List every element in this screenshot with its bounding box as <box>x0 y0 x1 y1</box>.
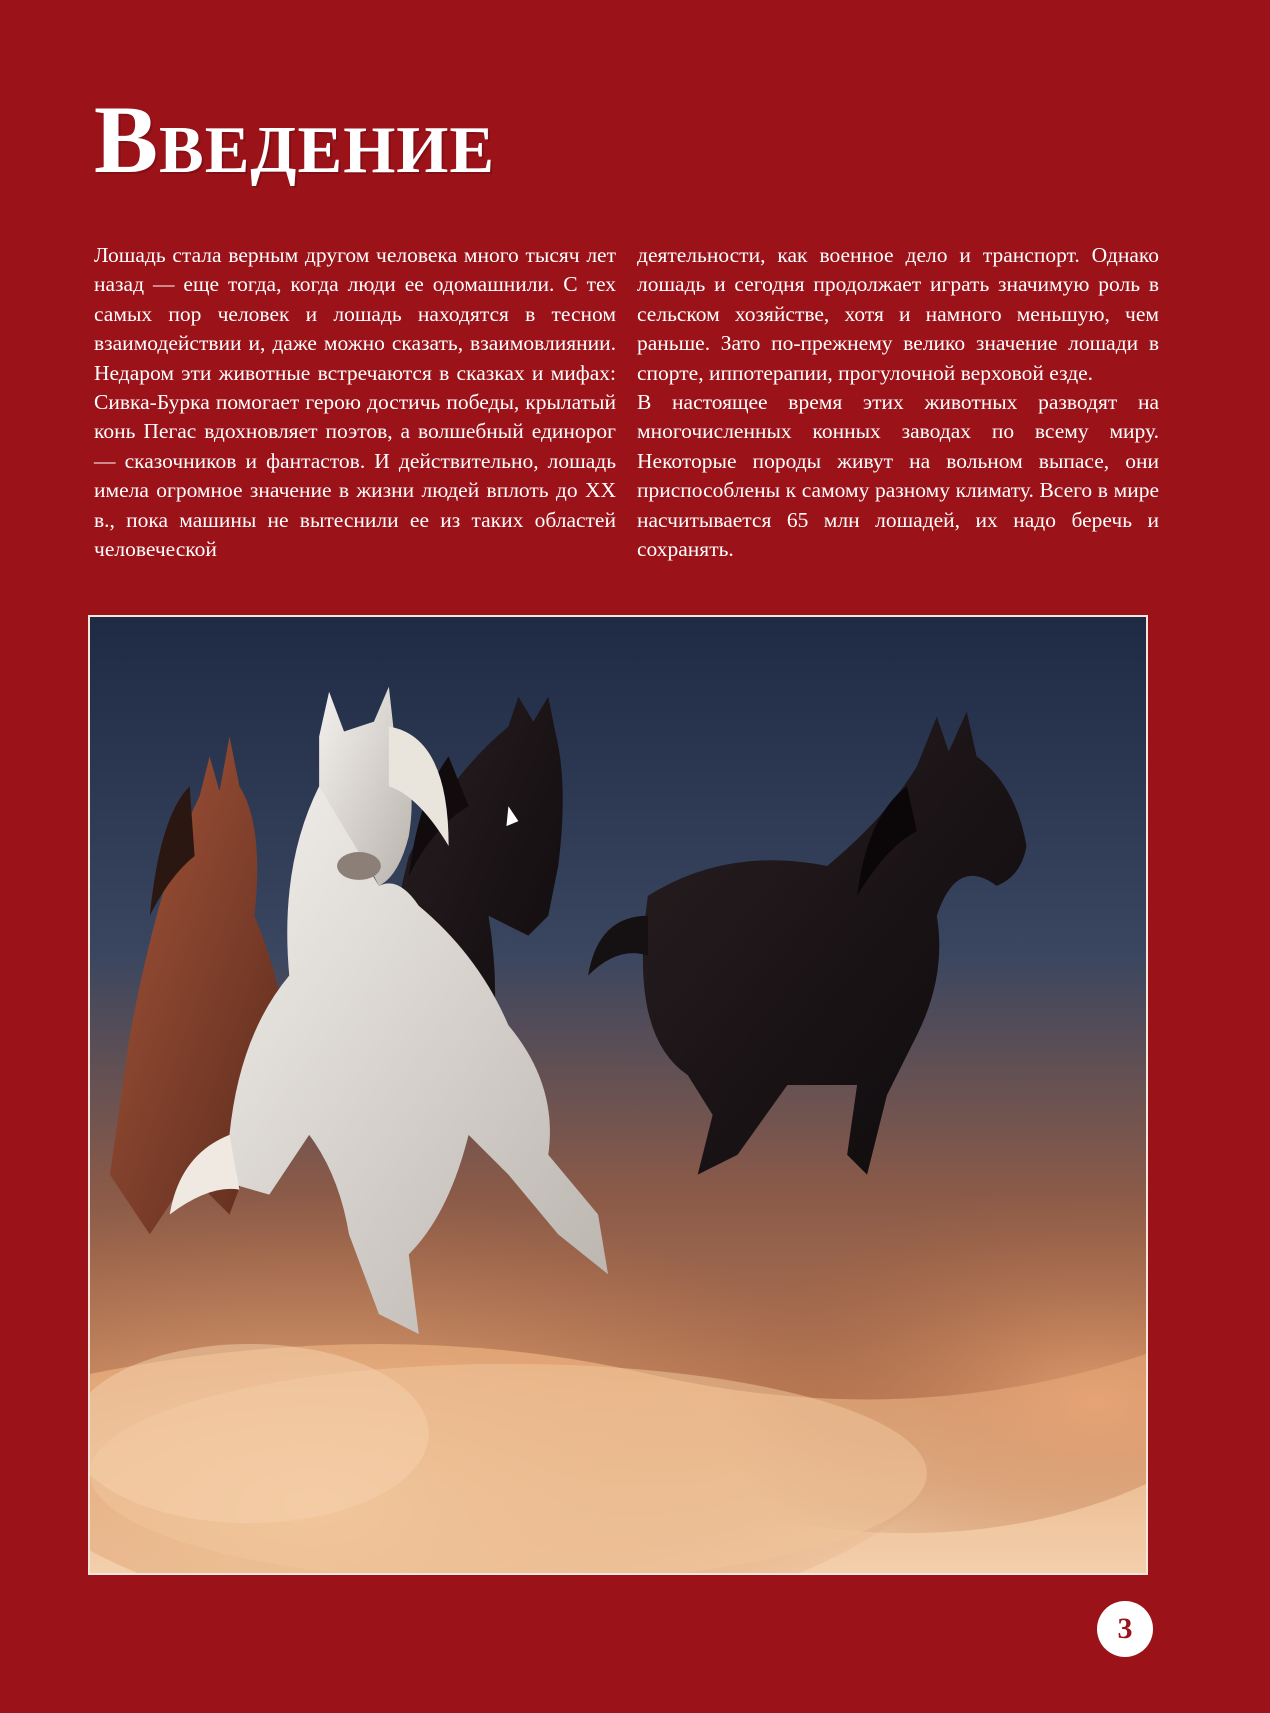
page-title: Введение <box>94 86 496 193</box>
paragraph: деятельности, как военное дело и транспорт. Однако лошадь и сегодня продолжает играть значимую роль в сельском хозяйстве, хотя и намного меньшую, чем раньше. Зато по-прежнему велико значение лошади в спорте, иппотерапии, прогулочной верховой езде. <box>637 243 1159 385</box>
paragraph: В настоящее время этих животных разводят на многочисленных конных заводах по всему миру. Некоторые породы живут на вольном выпасе, они приспособлены к самому разному климату. Всего в мире насчитывается 65 млн лошадей, их надо беречь и сохранять. <box>637 390 1159 562</box>
text-column-right <box>637 241 1159 564</box>
page-number: 3 <box>1117 1612 1133 1645</box>
paragraph: Лошадь стала верным другом человека много тысяч лет назад — еще тогда, когда люди ее одомашнили. С тех самых пор человек и лошадь находятся в тесном взаимодействии и, даже можно сказать, взаимовлиянии. Недаром эти животные встречаются в сказках и мифах: Сивка-Бурка помогает герою достичь победы, крылатый конь Пегас вдохновляет поэтов, а волшебный единорог — сказочников и фантастов. И действительно, лошадь имела огромное значение в жизни людей вплоть до XX в., пока машины не вытеснили ее из таких областей человеческой <box>94 243 616 562</box>
text-column-left <box>94 241 616 564</box>
horses-photo <box>88 615 1148 1575</box>
page-number-badge <box>1097 1601 1153 1657</box>
horses-illustration <box>90 617 1146 1573</box>
